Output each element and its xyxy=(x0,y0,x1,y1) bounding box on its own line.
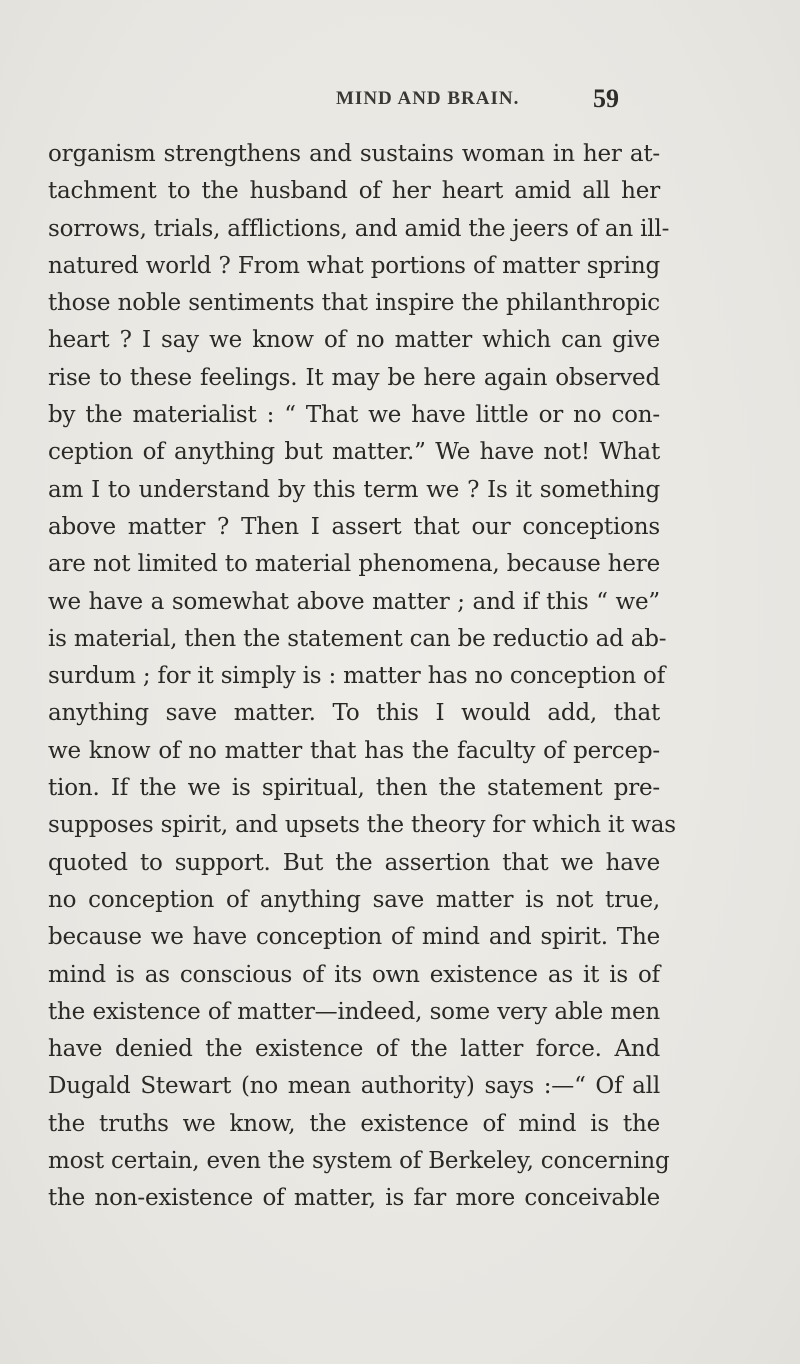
running-title: MIND AND BRAIN. xyxy=(336,88,520,109)
text-line: ception of anything but matter.” We have not! What xyxy=(48,439,660,466)
text-line: natured world ? From what portions of matter spring xyxy=(48,252,660,279)
text-line: the existence of matter—indeed, some very able men xyxy=(48,998,660,1025)
text-line: the non-existence of matter, is far more conceivable xyxy=(48,1185,660,1212)
text-line: we have a somewhat above matter ; and if this “ we” xyxy=(48,588,660,615)
text-line: heart ? I say we know of no matter which can give xyxy=(48,327,660,354)
text-line: anything save matter. To this I would add, that xyxy=(48,700,660,727)
text-line: have denied the existence of the latter force. And xyxy=(48,1036,660,1063)
text-line: tion. If the we is spiritual, then the statement pre- xyxy=(48,775,660,802)
text-line: those noble sentiments that inspire the philanthropic xyxy=(48,290,660,317)
text-line: tachment to the husband of her heart amid all her xyxy=(48,178,660,205)
text-line: mind is as conscious of its own existence as it is of xyxy=(48,961,660,988)
text-line: because we have conception of mind and spirit. The xyxy=(48,924,660,951)
text-line: no conception of anything save matter is not true, xyxy=(48,886,660,913)
text-line: supposes spirit, and upsets the theory for which it was xyxy=(48,812,676,839)
text-line: the truths we know, the existence of mind is the xyxy=(48,1110,660,1137)
text-line: Dugald Stewart (no mean authority) says :—“ Of all xyxy=(48,1073,660,1100)
text-line: is material, then the statement can be reductio ad ab- xyxy=(48,625,667,652)
body-text xyxy=(48,136,676,1218)
text-line: quoted to support. But the assertion that we have xyxy=(48,849,660,876)
page-number: 59 xyxy=(593,84,619,113)
text-line: surdum ; for it simply is : matter has no conception of xyxy=(48,663,666,690)
text-line: we know of no matter that has the faculty of percep- xyxy=(48,737,660,764)
text-line: are not limited to material phenomena, because here xyxy=(48,551,660,578)
text-line: most certain, even the system of Berkeley, concerning xyxy=(48,1148,670,1175)
text-line: sorrows, trials, afflictions, and amid the jeers of an ill- xyxy=(48,215,670,242)
text-line: rise to these feelings. It may be here again observed xyxy=(48,364,660,391)
text-line: by the materialist : “ That we have little or no con- xyxy=(48,402,660,429)
text-line: above matter ? Then I assert that our conceptions xyxy=(48,513,660,540)
text-line: organism strengthens and sustains woman in her at- xyxy=(48,141,660,167)
text-line: am I to understand by this term we ? Is it something xyxy=(48,476,660,503)
running-head xyxy=(0,84,800,118)
